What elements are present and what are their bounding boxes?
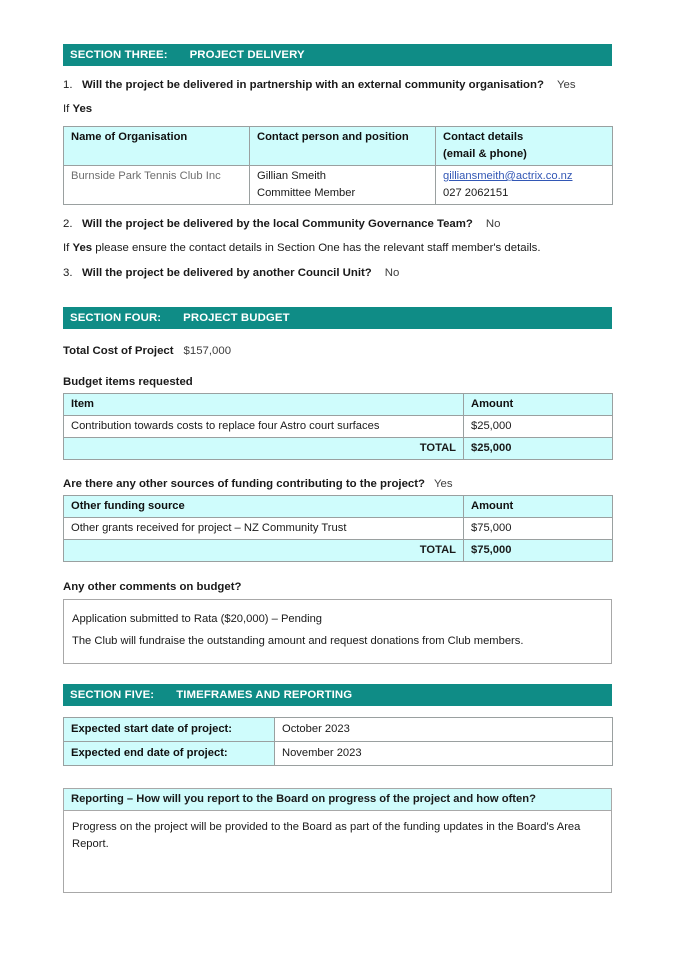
budget-comment-line-1: Application submitted to Rata ($20,000) – Pending (72, 613, 323, 625)
table-total-row (64, 540, 613, 562)
table-row (64, 741, 613, 765)
cell-organisation-name (64, 166, 250, 205)
label-expected-end-date: Expected end date of project: (64, 741, 275, 765)
contact-details-line1: Contact details (443, 131, 524, 143)
contact-details-line2: (email & phone) (443, 148, 527, 160)
section-three-banner (63, 44, 612, 66)
section-five-number: SECTION FIVE: (70, 688, 155, 701)
question-2-note (63, 242, 612, 254)
table-total-row (64, 438, 613, 460)
reporting-answer-text[interactable]: Progress on the project will be provided to the Board as part of the funding updates in the Board's Area Report. (72, 820, 581, 851)
col-header-contact-details (436, 127, 613, 166)
col-header-item: Item (64, 394, 464, 416)
col-header-amount: Amount (464, 394, 613, 416)
question-2-number: 2. (63, 218, 73, 230)
question-1-number: 1. (63, 79, 73, 91)
other-funding-question (63, 478, 612, 490)
cell-funding-source: Other grants received for project – NZ Community Trust (64, 518, 464, 540)
cell-funding-amount: $75,000 (464, 518, 613, 540)
partner-organisation-table (63, 126, 613, 205)
question-1-text: Will the project be delivered in partnership with an external community organisation? (82, 79, 544, 91)
question-2-note-suffix: please ensure the contact details in Section One has the relevant staff member's details. (92, 242, 541, 254)
organisation-name-value: Burnside Park Tennis Club Inc (71, 170, 221, 182)
if-yes-label (63, 103, 612, 115)
value-expected-start-date: October 2023 (275, 717, 613, 741)
contact-person-name: Gillian Smeith (257, 170, 327, 182)
section-five-banner (63, 684, 612, 706)
budget-items-table (63, 393, 613, 460)
total-cost-of-project (63, 345, 612, 357)
table-row (64, 717, 613, 741)
question-3-answer: No (384, 267, 400, 279)
reporting-question-heading: Reporting – How will you report to the Board on progress of the project and how often? (64, 789, 611, 811)
table-row (64, 518, 613, 540)
question-1 (63, 79, 612, 91)
cell-contact-details (436, 166, 613, 205)
col-header-organisation: Name of Organisation (64, 127, 250, 166)
section-four-number: SECTION FOUR: (70, 312, 162, 324)
reporting-box (63, 788, 612, 893)
question-3-number: 3. (63, 267, 73, 279)
cell-contact-person (250, 166, 436, 205)
table-header-row (64, 127, 613, 166)
question-2 (63, 218, 612, 230)
contact-email-link[interactable]: gilliansmeith@actrix.co.nz (443, 170, 573, 182)
section-five-title: TIMEFRAMES AND REPORTING (176, 688, 353, 701)
table-header-row (64, 496, 613, 518)
section-spacer (63, 279, 612, 307)
budget-items-heading: Budget items requested (63, 376, 193, 388)
other-funding-answer: Yes (434, 478, 453, 490)
question-3-text: Will the project be delivered by another Council Unit? (82, 267, 372, 279)
budget-comments-box[interactable] (63, 599, 612, 664)
timeframes-table (63, 717, 613, 766)
section-three-title: PROJECT DELIVERY (189, 49, 305, 61)
budget-total-label: TOTAL (64, 438, 464, 460)
value-expected-end-date: November 2023 (275, 741, 613, 765)
budget-comments-heading: Any other comments on budget? (63, 581, 242, 593)
col-header-funding-amount: Amount (464, 496, 613, 518)
other-funding-question-text: Are there any other sources of funding contributing to the project? (63, 478, 425, 490)
funding-total-amount: $75,000 (464, 540, 613, 562)
other-funding-table (63, 495, 613, 562)
question-2-note-prefix: If (63, 242, 73, 254)
question-2-answer: No (485, 218, 501, 230)
funding-total-label: TOTAL (64, 540, 464, 562)
table-row (64, 416, 613, 438)
question-2-text: Will the project be delivered by the local Community Governance Team? (82, 218, 473, 230)
if-yes-prefix: If (63, 103, 73, 115)
col-header-contact-person: Contact person and position (250, 127, 436, 166)
cell-budget-item: Contribution towards costs to replace four Astro court surfaces (64, 416, 464, 438)
cell-budget-amount: $25,000 (464, 416, 613, 438)
col-header-funding-source: Other funding source (64, 496, 464, 518)
total-cost-label: Total Cost of Project (63, 345, 174, 357)
section-spacer (63, 664, 612, 684)
if-yes-bold: Yes (72, 103, 93, 115)
total-cost-value: $157,000 (183, 345, 232, 357)
budget-total-amount: $25,000 (464, 438, 613, 460)
contact-person-role: Committee Member (257, 187, 356, 199)
section-three-number: SECTION THREE: (70, 49, 168, 61)
question-1-answer: Yes (556, 79, 576, 91)
section-four-banner (63, 307, 612, 329)
table-row (64, 166, 613, 205)
contact-phone: 027 2062151 (443, 187, 509, 199)
section-four-title: PROJECT BUDGET (183, 312, 290, 324)
label-expected-start-date: Expected start date of project: (64, 717, 275, 741)
budget-comment-line-2: The Club will fundraise the outstanding amount and request donations from Club members. (72, 634, 524, 647)
question-2-note-bold: Yes (72, 242, 93, 254)
table-header-row (64, 394, 613, 416)
question-3 (63, 267, 612, 279)
